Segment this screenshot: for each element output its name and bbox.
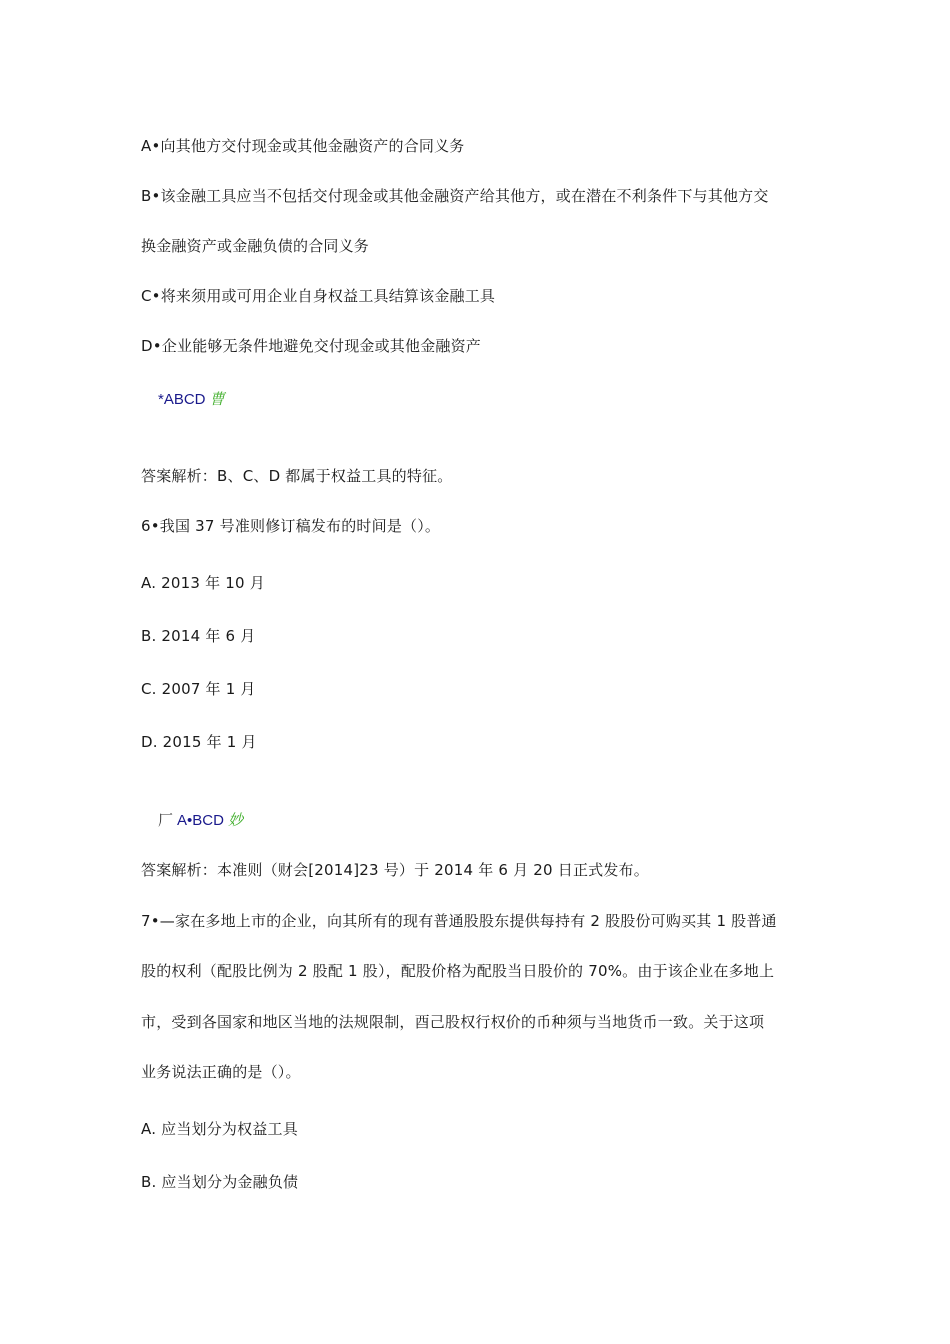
option-b-text-line1: B•该金融工具应当不包括交付现金或其他金融资产给其他方，或在潜在不利条件下与其他方交	[141, 187, 769, 205]
question-7-text-line2: 股的权利（配股比例为 2 股配 1 股），配股价格为配股当日股价的 70%。由于该企业在多地上	[141, 962, 775, 980]
q7-option-a: A. 应当划分为权益工具	[141, 1120, 298, 1138]
question-7-text-line4: 业务说法正确的是（）。	[141, 1063, 301, 1081]
q7-option-b: B. 应当划分为金融负债	[141, 1173, 299, 1191]
option-a-text: A•向其他方交付现金或其他金融资产的合同义务	[141, 137, 465, 155]
answer-mark	[158, 389, 225, 410]
question-7-text-line1: 7•—家在多地上市的企业，向其所有的现有普通股股东提供每持有 2 股股份可购买其 1 股普通	[141, 912, 777, 930]
q6-answer-explanation: 答案解析：本准则（财会[2014]23 号）于 2014 年 6 月 20 日正式发布。	[141, 861, 649, 879]
answer-key: *ABCD	[158, 391, 206, 408]
q6-answer-mark	[158, 810, 243, 831]
option-c-text: C•将来须用或可用企业自身权益工具结算该金融工具	[141, 287, 496, 305]
option-d-text: D•企业能够无条件地避免交付现金或其他金融资产	[141, 337, 482, 355]
q6-option-c: C. 2007 年 1 月	[141, 680, 256, 698]
question-7-text-line3: 市，受到各国家和地区当地的法规限制，酉己股权行权价的币种须与当地货币一致。关于这项	[141, 1013, 765, 1031]
answer-explanation: 答案解析：B、C、D 都属于权益工具的特征。	[141, 467, 453, 485]
q6-option-d: D. 2015 年 1 月	[141, 733, 257, 751]
q6-option-a: A. 2013 年 10 月	[141, 574, 265, 592]
q6-answer-key: A•BCD	[177, 812, 224, 829]
option-b-text-line2: 换金融资产或金融负债的合同义务	[141, 237, 370, 255]
q6-answer-prefix: 厂	[158, 811, 174, 829]
q6-answer-glyph: 妙	[227, 811, 243, 829]
q6-option-b: B. 2014 年 6 月	[141, 627, 256, 645]
answer-glyph: 曹	[209, 390, 225, 408]
question-6-text: 6•我国 37 号准则修订稿发布的时间是（）。	[141, 517, 441, 535]
